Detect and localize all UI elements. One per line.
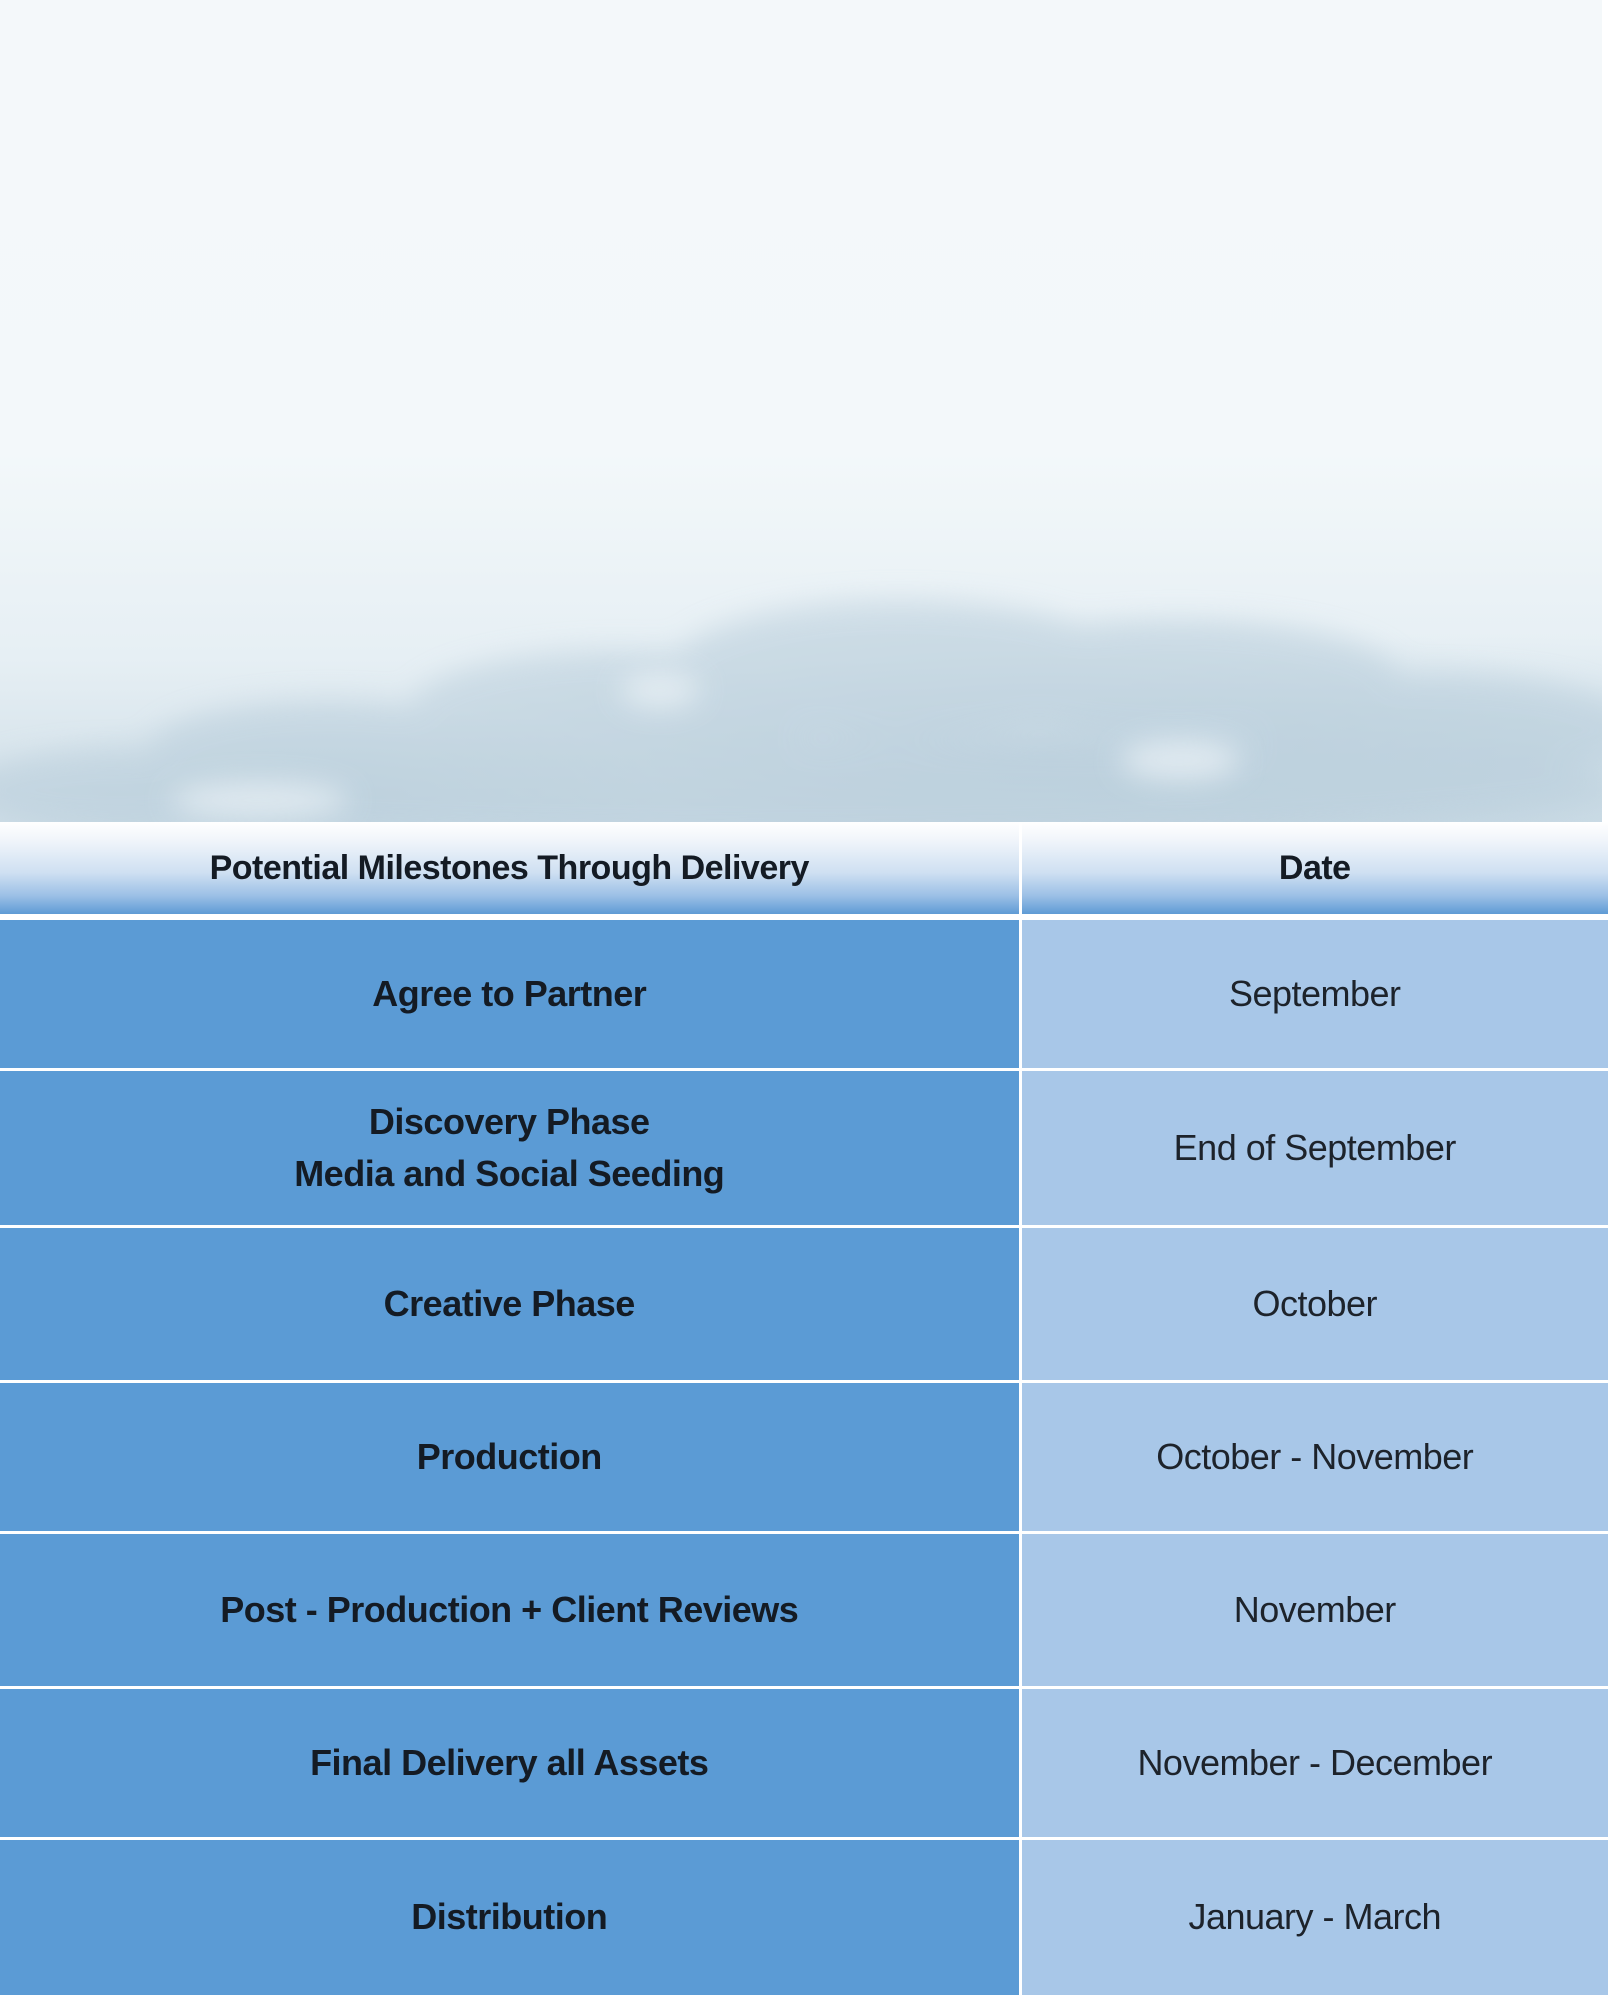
table-header-row bbox=[0, 822, 1608, 917]
date-cell: End of September bbox=[1020, 1069, 1608, 1226]
milestone-cell bbox=[0, 1069, 1020, 1226]
table-row bbox=[0, 1532, 1608, 1687]
column-header-milestone: Potential Milestones Through Delivery bbox=[0, 822, 1020, 917]
milestone-cell bbox=[0, 1226, 1020, 1381]
cloud-bank-image bbox=[0, 560, 1602, 822]
milestone-label: Final Delivery all Assets bbox=[310, 1741, 709, 1783]
date-cell: September bbox=[1020, 917, 1608, 1069]
milestone-label: Post - Production + Client Reviews bbox=[220, 1588, 799, 1630]
table-row bbox=[0, 1226, 1608, 1381]
table-row bbox=[0, 1069, 1608, 1226]
table-row bbox=[0, 1687, 1608, 1838]
milestone-label: Discovery Phase bbox=[368, 1100, 650, 1142]
date-cell: October bbox=[1020, 1226, 1608, 1381]
column-header-date: Date bbox=[1020, 822, 1608, 917]
table-row bbox=[0, 917, 1608, 1069]
milestone-cell bbox=[0, 1532, 1020, 1687]
milestone-label: Agree to Partner bbox=[372, 972, 647, 1014]
milestones-table bbox=[0, 822, 1608, 1995]
milestone-cell bbox=[0, 1687, 1020, 1838]
table-row bbox=[0, 1838, 1608, 1995]
milestone-label: Production bbox=[416, 1435, 602, 1477]
date-cell: November - December bbox=[1020, 1687, 1608, 1838]
table-row bbox=[0, 1381, 1608, 1532]
milestone-label: Media and Social Seeding bbox=[294, 1152, 725, 1194]
milestone-label: Distribution bbox=[411, 1896, 608, 1938]
date-cell: November bbox=[1020, 1532, 1608, 1687]
milestone-cell bbox=[0, 1381, 1020, 1532]
milestone-cell bbox=[0, 917, 1020, 1069]
date-cell: October - November bbox=[1020, 1381, 1608, 1532]
milestone-label: Creative Phase bbox=[383, 1282, 635, 1324]
sky-background-image bbox=[0, 0, 1602, 822]
milestone-cell bbox=[0, 1838, 1020, 1995]
date-cell: January - March bbox=[1020, 1838, 1608, 1995]
